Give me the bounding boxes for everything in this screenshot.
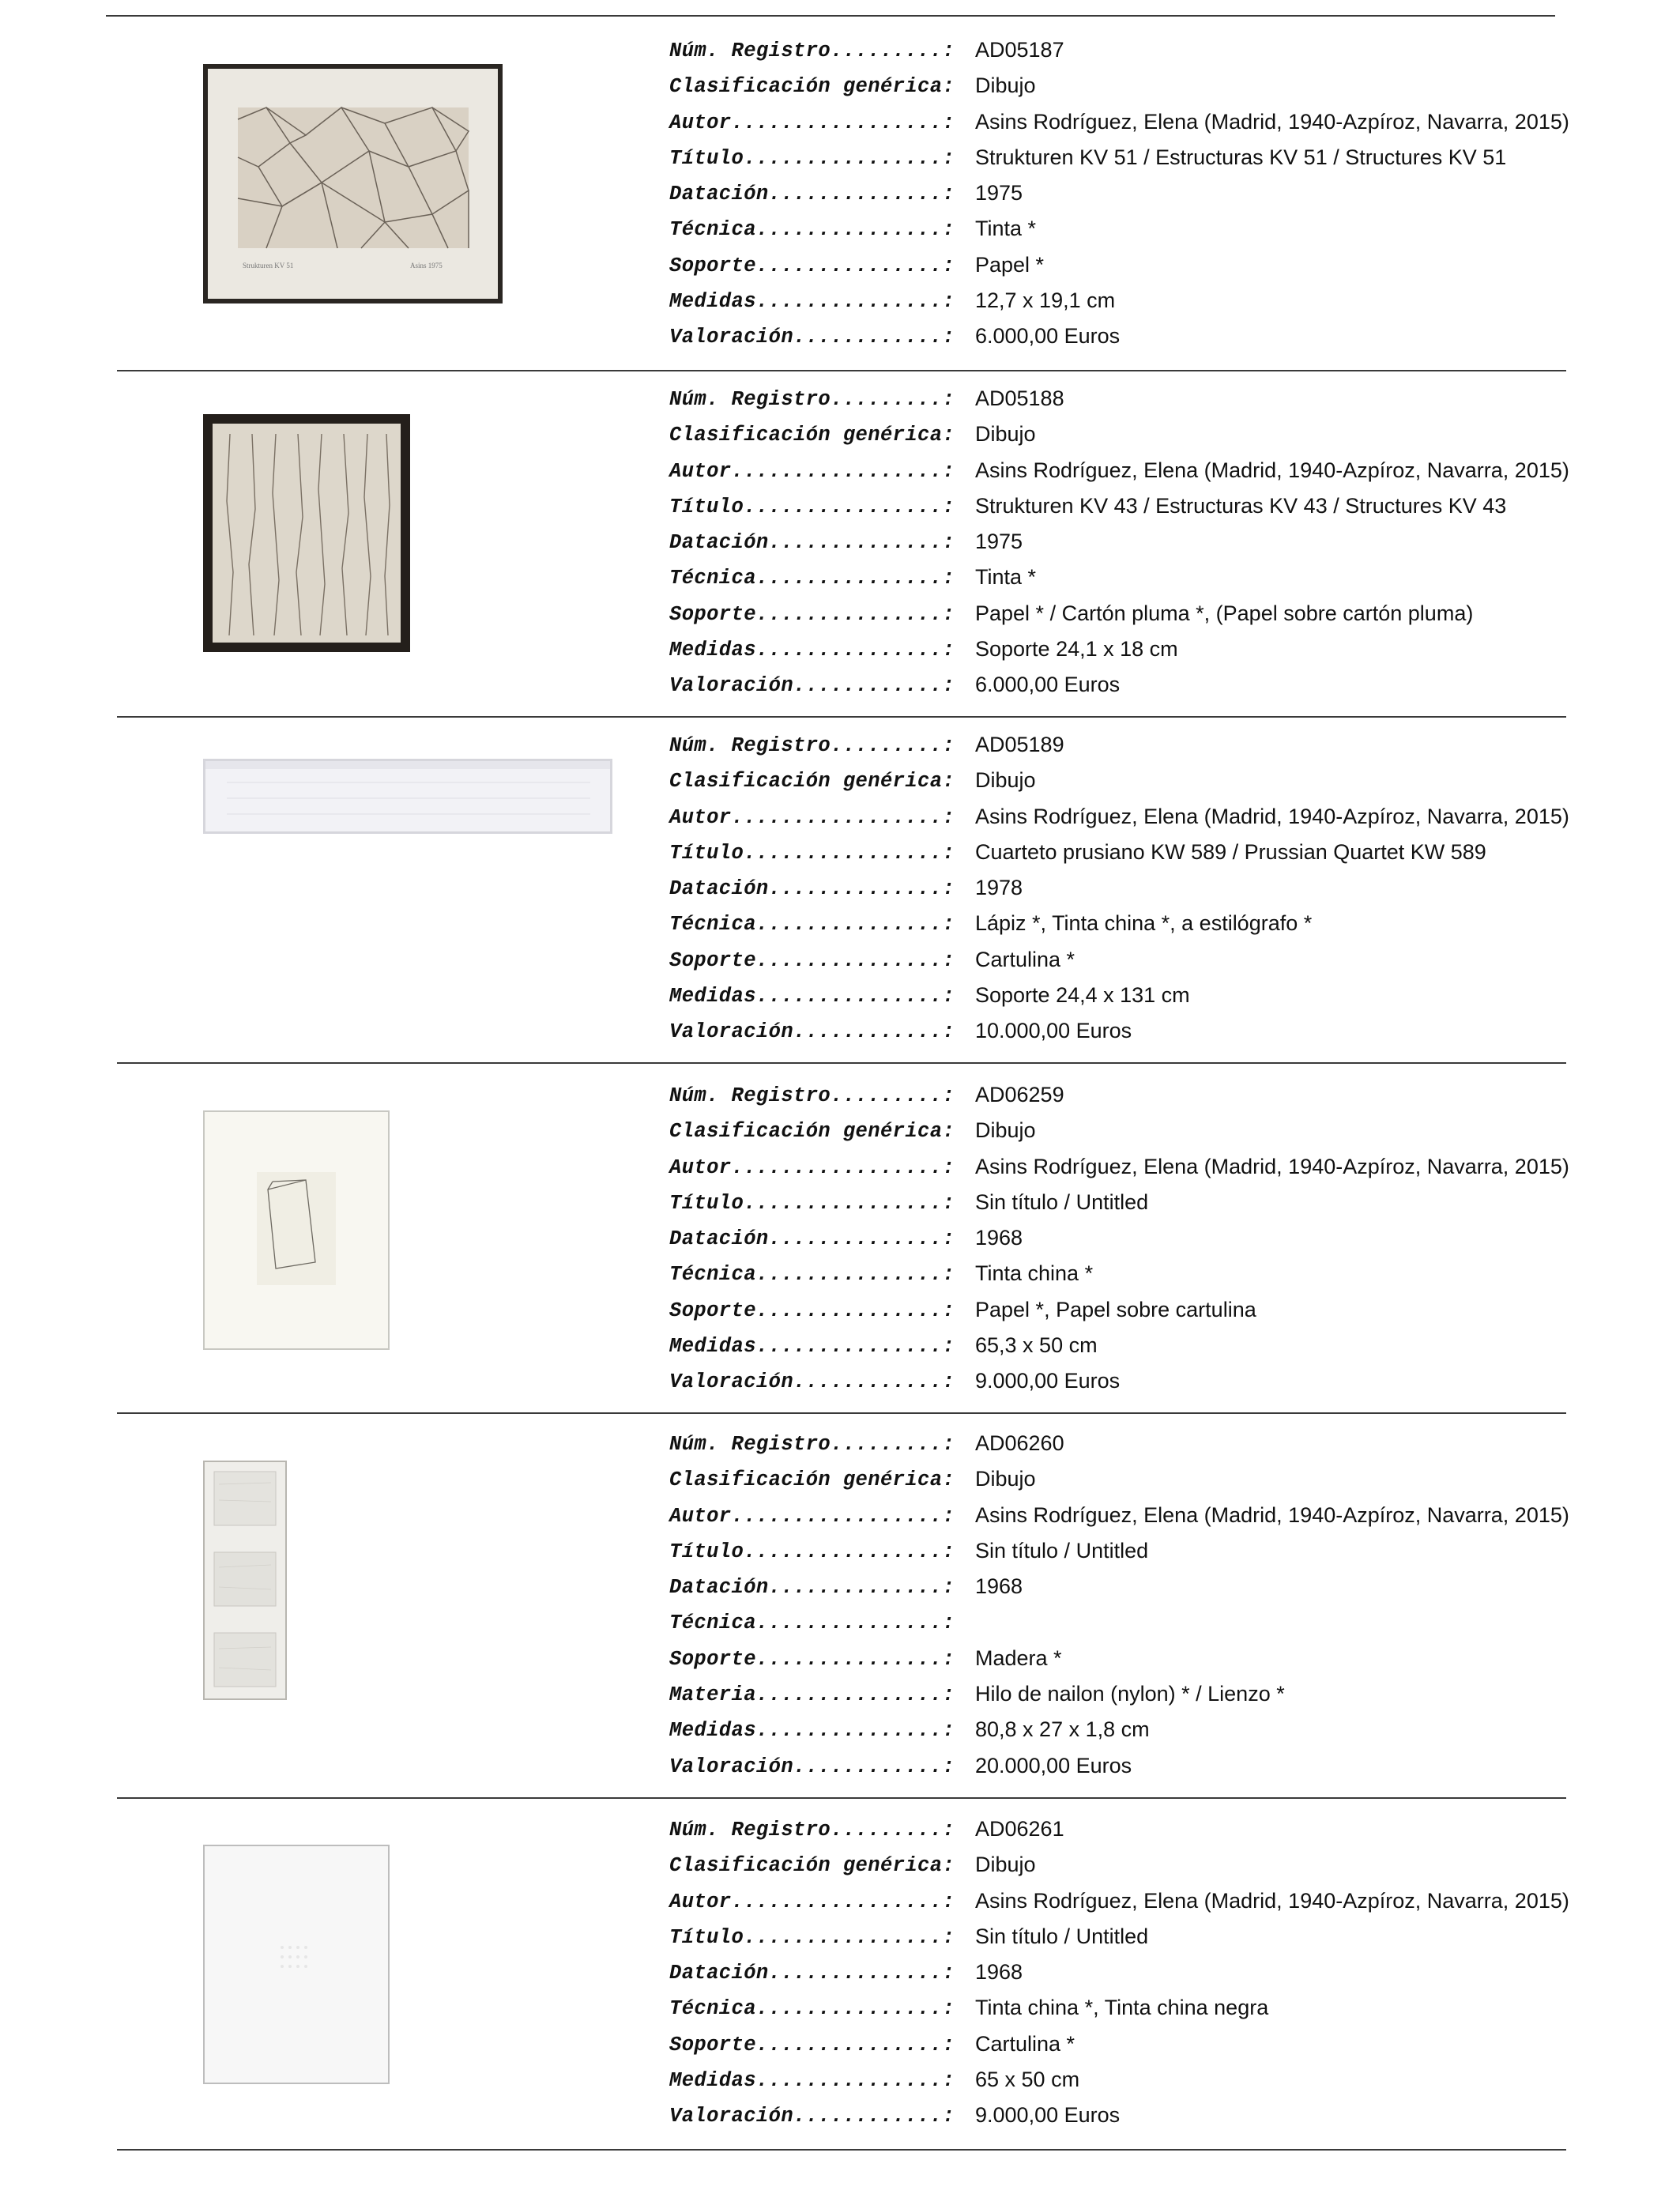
artwork-thumbnail: [203, 759, 612, 834]
field-value: AD05189: [975, 733, 1064, 756]
field-label: Datación..............:: [669, 531, 955, 555]
field-value: 12,7 x 19,1 cm: [975, 288, 1116, 313]
field-value: Dibujo: [975, 1853, 1036, 1877]
field-label: Núm. Registro.........:: [669, 1084, 955, 1107]
field-label: Técnica...............:: [669, 1612, 955, 1635]
artwork-thumbnail: [203, 1845, 390, 2084]
field-label: Autor.................:: [669, 805, 955, 829]
svg-text:Strukturen KV 51: Strukturen KV 51: [243, 262, 294, 270]
field-value: 20.000,00 Euros: [975, 1753, 1132, 1777]
field-label: Medidas...............:: [669, 1335, 955, 1359]
field-label: Núm. Registro.........:: [669, 388, 955, 411]
artwork-thumbnail: [203, 64, 503, 303]
field-value: 1968: [975, 1226, 1023, 1250]
artwork-thumbnail: [203, 414, 410, 652]
field-value: AD06261: [975, 1817, 1064, 1841]
field-label: Medidas...............:: [669, 985, 955, 1008]
field-label: Valoración............:: [669, 2105, 955, 2128]
field-label: Autor.................:: [669, 1890, 955, 1913]
field-value: Sin título / Untitled: [975, 1538, 1149, 1563]
field-value: Asins Rodríguez, Elena (Madrid, 1940-Azpíroz, Navarra, 2015): [975, 804, 1569, 828]
field-label: Autor.................:: [669, 459, 955, 483]
field-label: Clasificación genérica:: [669, 424, 955, 447]
field-label: Título................:: [669, 495, 955, 518]
field-label: Clasificación genérica:: [669, 770, 955, 794]
field-value: Papel *, Papel sobre cartulina: [975, 1297, 1256, 1321]
separator: [117, 1797, 1566, 1799]
field-value: Madera *: [975, 1646, 1062, 1670]
field-value: Dibujo: [975, 1118, 1036, 1143]
separator: [117, 1062, 1566, 1064]
field-value: Cartulina *: [975, 2031, 1075, 2056]
field-value: 10.000,00 Euros: [975, 1019, 1132, 1043]
field-value: 1968: [975, 1574, 1023, 1599]
field-label: Núm. Registro.........:: [669, 1433, 955, 1456]
field-value: Tinta *: [975, 217, 1037, 241]
field-label: Técnica...............:: [669, 1997, 955, 2021]
field-label: Núm. Registro.........:: [669, 40, 955, 62]
separator: [117, 370, 1566, 371]
field-value: Papel *: [975, 252, 1045, 277]
separator-bottom: [117, 2149, 1566, 2151]
field-value: Asins Rodríguez, Elena (Madrid, 1940-Azpíroz, Navarra, 2015): [975, 1154, 1569, 1178]
field-label: Datación..............:: [669, 183, 955, 206]
field-value: Dibujo: [975, 1467, 1036, 1491]
field-value: Strukturen KV 43 / Estructuras KV 43 / Structures KV 43: [975, 493, 1507, 518]
field-label: Valoración............:: [669, 326, 955, 349]
field-label: Medidas...............:: [669, 639, 955, 662]
field-label: Técnica...............:: [669, 1263, 955, 1287]
field-value: Soporte 24,4 x 131 cm: [975, 983, 1190, 1008]
field-label: Título................:: [669, 1925, 955, 1949]
field-label: Medidas...............:: [669, 1719, 955, 1743]
field-value: 9.000,00 Euros: [975, 2103, 1121, 2128]
separator: [117, 1412, 1566, 1414]
field-label: Soporte...............:: [669, 1647, 955, 1671]
field-value: 1978: [975, 876, 1023, 900]
field-value: 9.000,00 Euros: [975, 1369, 1121, 1393]
field-value: Papel * / Cartón pluma *, (Papel sobre cartón pluma): [975, 601, 1474, 625]
field-label: Soporte...............:: [669, 254, 955, 277]
field-label: Autor.................:: [669, 1155, 955, 1179]
field-label: Datación..............:: [669, 1227, 955, 1251]
field-label: Soporte...............:: [669, 948, 955, 972]
field-value: 65 x 50 cm: [975, 2068, 1080, 2092]
artwork-thumbnail: [203, 1110, 390, 1350]
field-value: AD06260: [975, 1431, 1064, 1455]
field-label: Autor.................:: [669, 1504, 955, 1528]
field-label: Título................:: [669, 841, 955, 865]
field-label: Autor.................:: [669, 111, 955, 134]
field-value: Asins Rodríguez, Elena (Madrid, 1940-Azpíroz, Navarra, 2015): [975, 1888, 1569, 1913]
field-value: Soporte 24,1 x 18 cm: [975, 637, 1178, 662]
field-value: Dibujo: [975, 768, 1036, 793]
field-label: Técnica...............:: [669, 567, 955, 590]
field-value: Hilo de nailon (nylon) * / Lienzo *: [975, 1682, 1285, 1706]
field-value: Sin título / Untitled: [975, 1189, 1149, 1214]
field-label: Datación..............:: [669, 877, 955, 901]
field-value: AD05188: [975, 386, 1064, 410]
field-value: Sin título / Untitled: [975, 1924, 1149, 1948]
field-value: 6.000,00 Euros: [975, 673, 1121, 697]
field-value: 1975: [975, 181, 1023, 205]
field-label: Valoración............:: [669, 1020, 955, 1044]
field-value: 65,3 x 50 cm: [975, 1333, 1098, 1358]
field-value: Cartulina *: [975, 947, 1075, 971]
field-value: Dibujo: [975, 422, 1036, 447]
field-label: Datación..............:: [669, 1962, 955, 1985]
field-label: Soporte...............:: [669, 2033, 955, 2056]
field-label: Técnica...............:: [669, 218, 955, 242]
field-label: Soporte...............:: [669, 602, 955, 626]
field-value: Asins Rodríguez, Elena (Madrid, 1940-Azpíroz, Navarra, 2015): [975, 1502, 1569, 1527]
field-label: Clasificación genérica:: [669, 1120, 955, 1144]
field-label: Título................:: [669, 146, 955, 170]
artwork-thumbnail: [203, 1461, 287, 1700]
field-label: Soporte...............:: [669, 1299, 955, 1322]
separator: [117, 716, 1566, 718]
field-label: Título................:: [669, 1540, 955, 1563]
field-label: Materia...............:: [669, 1683, 955, 1707]
field-value: AD05187: [975, 38, 1064, 62]
field-label: Núm. Registro.........:: [669, 1819, 955, 1842]
field-value: 80,8 x 27 x 1,8 cm: [975, 1717, 1150, 1742]
field-label: Núm. Registro.........:: [669, 734, 955, 757]
separator-top: [106, 15, 1555, 17]
field-value: Dibujo: [975, 74, 1036, 98]
field-label: Valoración............:: [669, 1370, 955, 1394]
field-label: Clasificación genérica:: [669, 1468, 955, 1492]
field-label: Datación..............:: [669, 1576, 955, 1600]
field-label: Medidas...............:: [669, 2069, 955, 2093]
field-value: 1968: [975, 1960, 1023, 1985]
field-value: Asins Rodríguez, Elena (Madrid, 1940-Azpíroz, Navarra, 2015): [975, 458, 1569, 482]
field-value: Strukturen KV 51 / Estructuras KV 51 / Structures KV 51: [975, 145, 1507, 169]
field-label: Clasificación genérica:: [669, 1854, 955, 1878]
field-label: Clasificación genérica:: [669, 75, 955, 99]
field-value: Cuarteto prusiano KW 589 / Prussian Quartet KW 589: [975, 839, 1486, 864]
field-label: Técnica...............:: [669, 913, 955, 937]
field-value: AD06259: [975, 1083, 1064, 1106]
svg-text:Asins 1975: Asins 1975: [410, 262, 443, 270]
field-value: Tinta china *: [975, 1261, 1094, 1286]
field-value: 1975: [975, 530, 1023, 554]
field-value: Tinta china *, Tinta china negra: [975, 1996, 1269, 2020]
field-value: Asins Rodríguez, Elena (Madrid, 1940-Azpíroz, Navarra, 2015): [975, 109, 1569, 134]
field-value: Tinta *: [975, 565, 1037, 590]
field-value: 6.000,00 Euros: [975, 324, 1121, 349]
field-label: Título................:: [669, 1191, 955, 1215]
field-label: Medidas...............:: [669, 290, 955, 314]
field-value: Lápiz *, Tinta china *, a estilógrafo *: [975, 911, 1313, 936]
field-label: Valoración............:: [669, 674, 955, 698]
field-label: Valoración............:: [669, 1755, 955, 1778]
